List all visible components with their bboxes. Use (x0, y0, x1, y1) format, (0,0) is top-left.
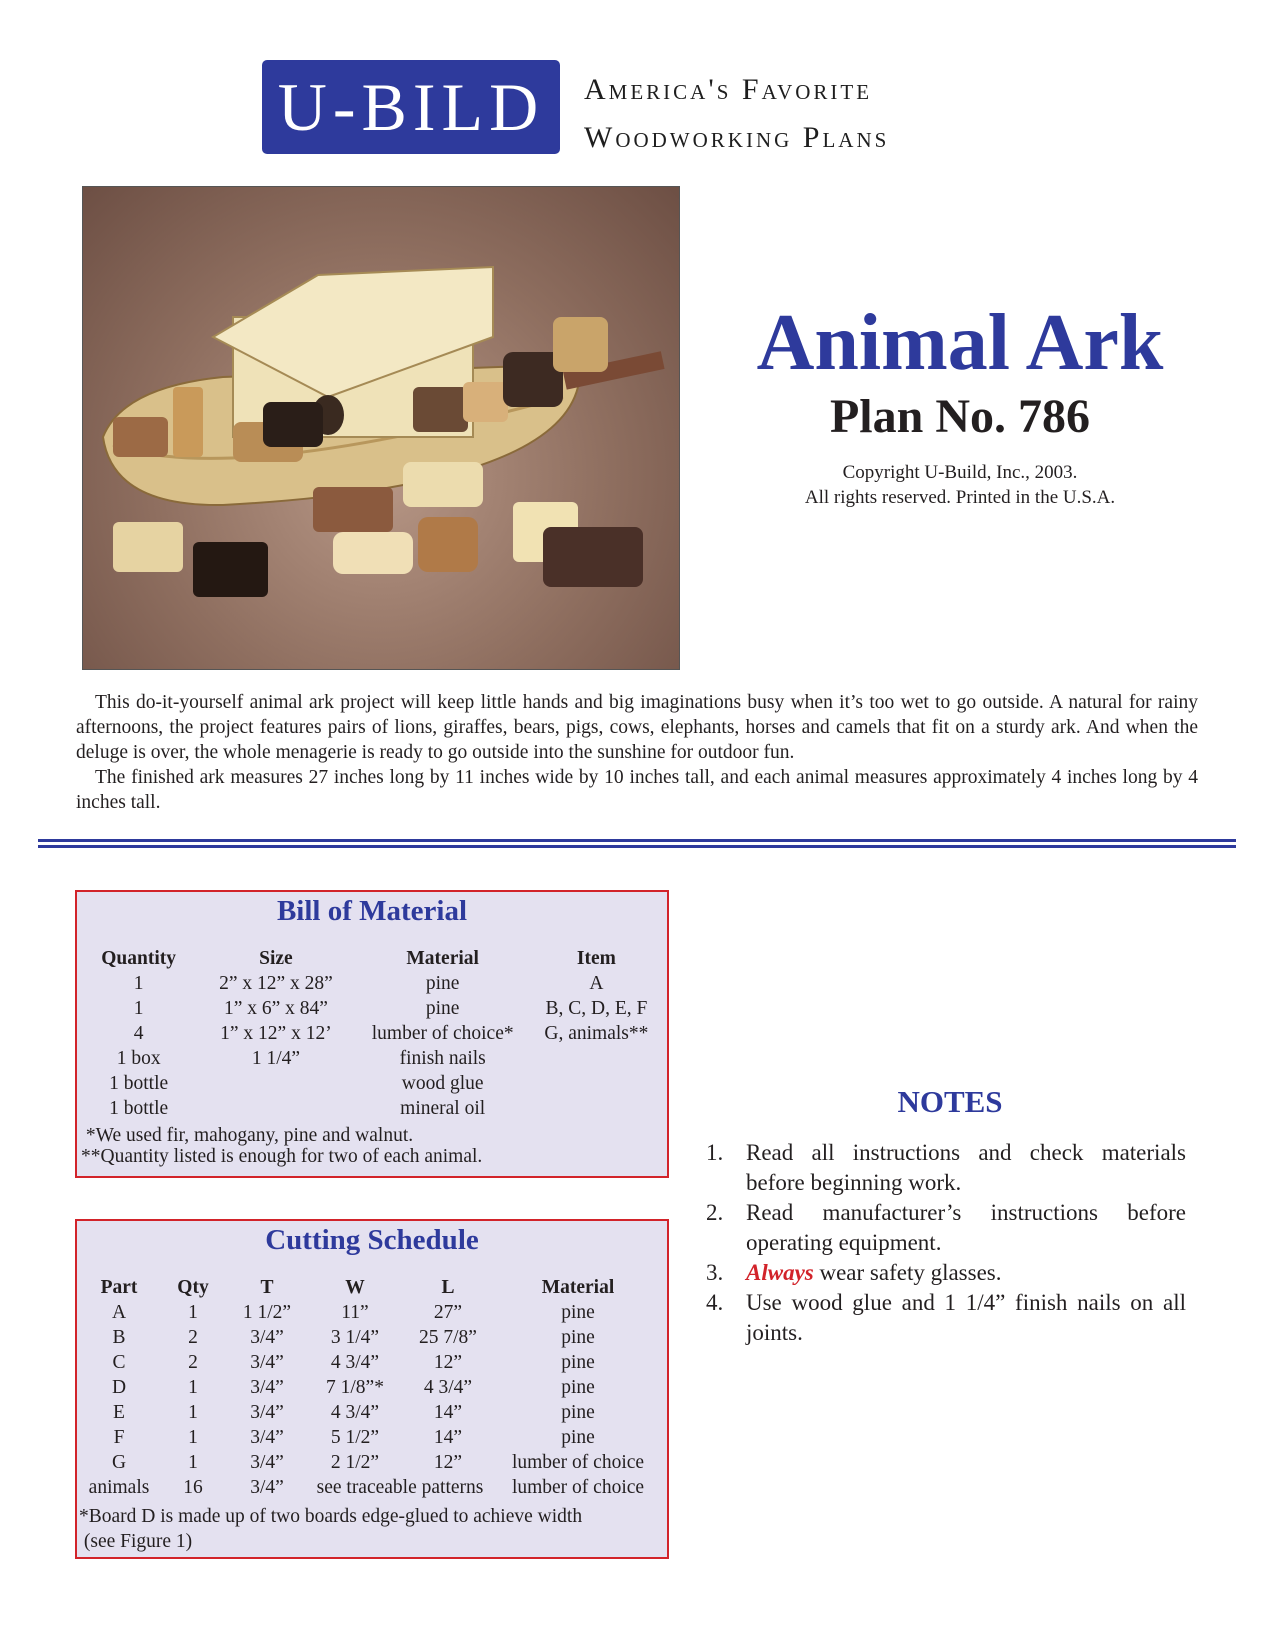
note-number: 4. (706, 1290, 724, 1315)
table-cell: 4 3/4” (423, 1376, 473, 1398)
table-cell: 3 1/4” (330, 1326, 380, 1348)
table-cell: 1 (188, 1451, 198, 1473)
table-cell: pine (561, 1426, 595, 1448)
table-cell: 3/4” (250, 1326, 284, 1348)
table-cell: F (113, 1426, 125, 1448)
table-cell: 3/4” (250, 1401, 284, 1423)
table-cell: pine (425, 997, 460, 1019)
brand-tagline (584, 66, 889, 162)
table-cell: mineral oil (400, 1097, 486, 1119)
table-cell: E (113, 1401, 125, 1423)
table-row (79, 1400, 663, 1425)
table-cell: 3/4” (250, 1351, 284, 1373)
table-cell (526, 1071, 667, 1096)
tagline-line-1: America's Favorite (584, 73, 873, 106)
table-cell: 1 bottle (109, 1097, 169, 1119)
table-cell: 1 bottle (109, 1072, 169, 1094)
col-header: Material (406, 947, 479, 969)
table-cell: 4 3/4” (330, 1401, 380, 1423)
table-cell: 16 (183, 1476, 203, 1498)
note-number: 2. (706, 1200, 724, 1225)
note-item (706, 1198, 1186, 1258)
product-photo (82, 186, 680, 670)
notes-title: NOTES (897, 1084, 1003, 1119)
table-cell: animals (88, 1476, 150, 1498)
table-cell: A (589, 972, 604, 994)
table-cell: 25 7/8” (419, 1326, 477, 1348)
table-cell: lumber of choice (511, 1451, 645, 1473)
table-cell: A (111, 1301, 127, 1323)
table-cell: 3/4” (250, 1451, 284, 1473)
table-cell: 3/4” (250, 1476, 284, 1498)
table-cell: pine (561, 1301, 595, 1323)
note-item (706, 1288, 1186, 1348)
table-row (85, 1021, 667, 1046)
table-cell: 5 1/2” (330, 1426, 380, 1448)
note-item (706, 1258, 1186, 1288)
copyright-line-2: All rights reserved. Printed in the U.S.A. (804, 487, 1116, 508)
table-cell: 1 1/2” (242, 1301, 292, 1323)
note-number: 3. (706, 1260, 724, 1285)
cutting-footnote-1: *Board D is made up of two boards edge-glued to achieve width (79, 1506, 583, 1527)
notes-list (706, 1138, 1186, 1348)
table-row (85, 1096, 667, 1121)
table-cell: 1 (188, 1401, 198, 1423)
table-cell: 1 1/4” (251, 1047, 301, 1069)
table-cell: 2 (188, 1351, 198, 1373)
cutting-schedule-title: Cutting Schedule (265, 1224, 479, 1256)
table-cell: B (112, 1326, 126, 1348)
intro-paragraph-1: This do-it-yourself animal ark project will keep little hands and big imaginations busy when it’s too wet to go outside. A natural for rainy afternoons, the project features pairs of lions, giraffes, bears, pigs, cows, elephants, horses and camels that fit on a sturdy ark. And when the deluge is over, the whole menagerie is ready to go outside into the sunshine for outdoor fun. (76, 692, 1198, 763)
table-cell: 27” (433, 1301, 463, 1323)
tagline-line-2: Woodworking Plans (584, 121, 890, 154)
table-cell: 2 1/2” (330, 1451, 380, 1473)
brand-logo (262, 60, 560, 154)
ark-illustration (83, 187, 679, 669)
table-cell: G, animals** (544, 1022, 649, 1044)
col-header: T (260, 1276, 274, 1298)
table-row (85, 971, 667, 996)
col-header: Item (576, 947, 616, 969)
col-header: Quantity (101, 947, 177, 969)
table-cell: 1” x 12” x 12’ (220, 1022, 332, 1044)
col-header: L (441, 1276, 455, 1298)
table-cell: 2 (188, 1326, 198, 1348)
table-cell: B, C, D, E, F (545, 997, 648, 1019)
note-text: Use wood glue and 1 1/4” finish nails on all joints. (746, 1290, 1186, 1345)
table-cell: 14” (433, 1426, 463, 1448)
table-cell (526, 1046, 667, 1071)
table-row (85, 996, 667, 1021)
cutting-footnote-2: (see Figure 1) (79, 1531, 193, 1552)
table-cell (192, 1096, 359, 1121)
table-header-row (79, 1275, 663, 1300)
table-cell: lumber of choice (511, 1476, 645, 1498)
table-cell: 3/4” (250, 1426, 284, 1448)
table-cell: 12” (433, 1351, 463, 1373)
col-header: Material (541, 1276, 615, 1298)
table-row (85, 1071, 667, 1096)
col-header: Size (259, 947, 293, 969)
table-cell: 12” (433, 1451, 463, 1473)
note-item (706, 1138, 1186, 1198)
table-cell: pine (425, 972, 460, 994)
copyright (700, 460, 1220, 510)
page-title: Animal Ark (756, 299, 1164, 387)
table-cell: 1 (188, 1376, 198, 1398)
table-cell: 1 (188, 1426, 198, 1448)
table-cell: 2” x 12” x 28” (219, 972, 333, 994)
note-text: wear safety glasses. (813, 1260, 1002, 1285)
table-cell: G (111, 1451, 127, 1473)
note-number: 1. (706, 1140, 724, 1165)
table-cell: pine (561, 1401, 595, 1423)
bill-footnote-1: *We used fir, mahogany, pine and walnut. (81, 1125, 414, 1146)
copyright-line-1: Copyright U-Build, Inc., 2003. (842, 462, 1078, 483)
cutting-schedule-table (79, 1275, 663, 1500)
note-emphasis: Always (746, 1260, 814, 1285)
divider-rule-top (38, 839, 1236, 842)
table-cell: 1 box (116, 1047, 161, 1069)
table-cell: 1 (133, 972, 144, 994)
col-header: Part (100, 1276, 138, 1298)
table-cell: finish nails (399, 1047, 486, 1069)
cutting-schedule-box (75, 1219, 669, 1559)
table-cell: 11” (341, 1301, 369, 1323)
table-cell: 4 (133, 1022, 144, 1044)
bill-footnote-2: **Quantity listed is enough for two of each animal. (81, 1146, 483, 1167)
table-cell: pine (561, 1326, 595, 1348)
table-cell (192, 1071, 359, 1096)
col-header: Qty (177, 1276, 209, 1298)
table-cell: 4 3/4” (330, 1351, 380, 1373)
logo-text: U-BILD (277, 68, 545, 145)
table-cell: 3/4” (250, 1376, 284, 1398)
table-row (79, 1450, 663, 1475)
table-row (85, 1046, 667, 1071)
table-cell: 14” (433, 1401, 463, 1423)
table-cell: 1 (133, 997, 144, 1019)
bill-of-material-title: Bill of Material (276, 895, 468, 927)
table-row (79, 1475, 663, 1500)
col-header: W (345, 1276, 365, 1298)
table-cell: D (111, 1376, 127, 1398)
table-cell: 7 1/8”* (326, 1376, 384, 1398)
note-text: Read all instructions and check materials before beginning work. (746, 1140, 1186, 1195)
table-row (79, 1375, 663, 1400)
table-cell: 1” x 6” x 84” (223, 997, 328, 1019)
intro-paragraph-2: The finished ark measures 27 inches long by 11 inches wide by 10 inches tall, and each animal measures approximately 4 inches long by 4 inches tall. (76, 767, 1198, 813)
table-cell: see traceable patterns (316, 1476, 484, 1498)
table-cell: wood glue (401, 1072, 484, 1094)
divider-rule-bottom (38, 845, 1236, 848)
table-row (79, 1325, 663, 1350)
note-text: Read manufacturer’s instructions before operating equipment. (746, 1200, 1186, 1255)
plan-number: Plan No. 786 (829, 390, 1090, 443)
table-cell: pine (561, 1376, 595, 1398)
table-header-row (85, 946, 667, 971)
table-cell: 1 (188, 1301, 198, 1323)
table-cell: C (112, 1351, 126, 1373)
table-cell (526, 1096, 667, 1121)
table-row (79, 1350, 663, 1375)
intro-text (76, 690, 1198, 815)
bill-of-material-box (75, 890, 669, 1178)
table-row (79, 1425, 663, 1450)
bill-of-material-table (85, 946, 667, 1121)
table-cell: pine (561, 1351, 595, 1373)
table-row (79, 1300, 663, 1325)
table-cell: lumber of choice* (371, 1022, 514, 1044)
